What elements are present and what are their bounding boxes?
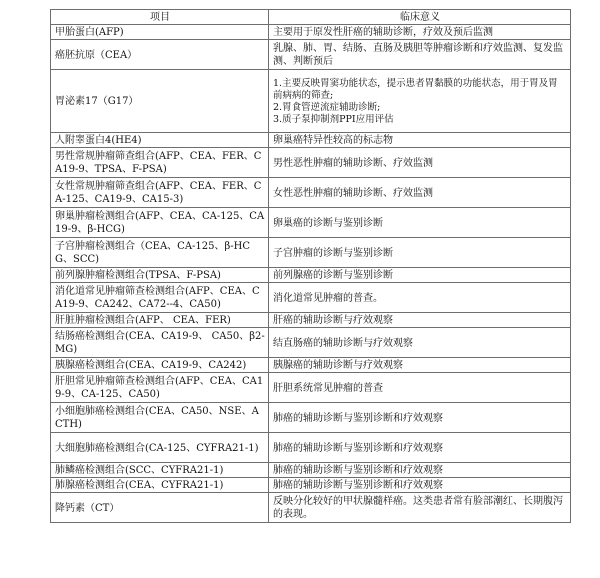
item-cell: 胃泌素17（G17） (51, 70, 269, 133)
meaning-cell: 消化道常见肿瘤的普查。 (269, 283, 571, 313)
meaning-cell: 卵巢癌特异性较高的标志物 (269, 133, 571, 148)
item-cell: 小细胞肺癌检测组合(CEA、CA50、NSE、ACTH) (51, 403, 269, 433)
item-cell: 结肠癌检测组合(CEA、CA19-9、 CA50、β2-MG) (51, 328, 269, 358)
tumor-marker-document (50, 9, 570, 523)
table-row (51, 25, 571, 40)
table-row (51, 268, 571, 283)
table-row (51, 283, 571, 313)
meaning-cell: 主要用于原发性肝癌的辅助诊断，疗效及预后监测 (269, 25, 571, 40)
meaning-cell: 肝癌的辅助诊断与疗效观察 (269, 313, 571, 328)
table-row (51, 238, 571, 268)
meaning-cell: 子宫肿瘤的诊断与鉴别诊断 (269, 238, 571, 268)
table-row (51, 358, 571, 373)
table-row (51, 463, 571, 478)
table-row (51, 493, 571, 523)
table-row (51, 148, 571, 178)
table-row (51, 478, 571, 493)
table-row (51, 328, 571, 358)
item-cell: 前列腺肿瘤检测组合(TPSA、F-PSA) (51, 268, 269, 283)
meaning-cell: 肝胆系统常见肿瘤的普查 (269, 373, 571, 403)
table-row (51, 178, 571, 208)
tumor-marker-table (50, 9, 571, 523)
item-cell: 癌胚抗原（CEA） (51, 40, 269, 70)
header-clinical-meaning: 临床意义 (269, 10, 571, 25)
item-cell: 肺鳞癌检测组合(SCC、CYFRA21-1) (51, 463, 269, 478)
meaning-cell: 女性恶性肿瘤的辅助诊断、疗效监测 (269, 178, 571, 208)
meaning-cell: 胰腺癌的辅助诊断与疗效观察 (269, 358, 571, 373)
item-cell: 女性常规肿瘤筛查组合(AFP、CEA、FER、CA-125、CA19-9、CA15-3) (51, 178, 269, 208)
item-cell: 子宫肿瘤检测组合（CEA、CA-125、β-HCG、SCC) (51, 238, 269, 268)
meaning-cell: 肺癌的辅助诊断与鉴别诊断和疗效观察 (269, 433, 571, 463)
meaning-cell: 肺癌的辅助诊断与鉴别诊断和疗效观察 (269, 403, 571, 433)
item-cell: 男性常规肿瘤筛查组合(AFP、CEA、FER、CA19-9、TPSA、F-PSA) (51, 148, 269, 178)
item-cell: 消化道常见肿瘤筛查检测组合(AFP、CEA、CA19-9、CA242、CA72--4、CA50) (51, 283, 269, 313)
item-cell: 胰腺癌检测组合(CEA、CA19-9、CA242) (51, 358, 269, 373)
item-cell: 甲胎蛋白(AFP) (51, 25, 269, 40)
item-cell: 大细胞肺癌检测组合(CA-125、CYFRA21-1) (51, 433, 269, 463)
meaning-cell: 前列腺癌的诊断与鉴别诊断 (269, 268, 571, 283)
item-cell: 肺腺癌检测组合(CEA、CYFRA21-1) (51, 478, 269, 493)
item-cell: 肝胆常见肿瘤筛查检测组合(AFP、CEA、CA19-9、CA-125、CA50) (51, 373, 269, 403)
header-item: 项目 (51, 10, 269, 25)
table-row (51, 40, 571, 70)
meaning-cell: 乳腺、肺、胃、结肠、直肠及胰胆等肿瘤诊断和疗效监测、复发监测、判断预后 (269, 40, 571, 70)
meaning-cell: 肺癌的辅助诊断与鉴别诊断和疗效观察 (269, 478, 571, 493)
meaning-cell: 反映分化较好的甲状腺髓样癌。这类患者常有脸部潮红、长期腹泻的表现。 (269, 493, 571, 523)
item-cell: 卵巢肿瘤检测组合(AFP、CEA、CA-125、CA19-9、β-HCG) (51, 208, 269, 238)
table-row (51, 433, 571, 463)
table-row (51, 133, 571, 148)
table-row (51, 208, 571, 238)
item-cell: 肝脏肿瘤检测组合(AFP、 CEA、FER) (51, 313, 269, 328)
table-row (51, 70, 571, 133)
table-row (51, 373, 571, 403)
item-cell: 降钙素（CT） (51, 493, 269, 523)
item-cell: 人附睾蛋白4(HE4) (51, 133, 269, 148)
meaning-cell: 卵巢癌的诊断与鉴别诊断 (269, 208, 571, 238)
table-row (51, 313, 571, 328)
meaning-cell: 结直肠癌的辅助诊断与疗效观察 (269, 328, 571, 358)
meaning-cell: 男性恶性肿瘤的辅助诊断、疗效监测 (269, 148, 571, 178)
meaning-cell: 1.主要反映胃窦功能状态，提示患者胃黏膜的功能状态，用于胃及胃前病病的筛查; 2.胃食管逆流症辅助诊断; 3.质子泵抑制剂PPI应用评估 (269, 70, 571, 133)
meaning-cell: 肺癌的辅助诊断与鉴别诊断和疗效观察 (269, 463, 571, 478)
table-row (51, 403, 571, 433)
table-header-row (51, 10, 571, 25)
